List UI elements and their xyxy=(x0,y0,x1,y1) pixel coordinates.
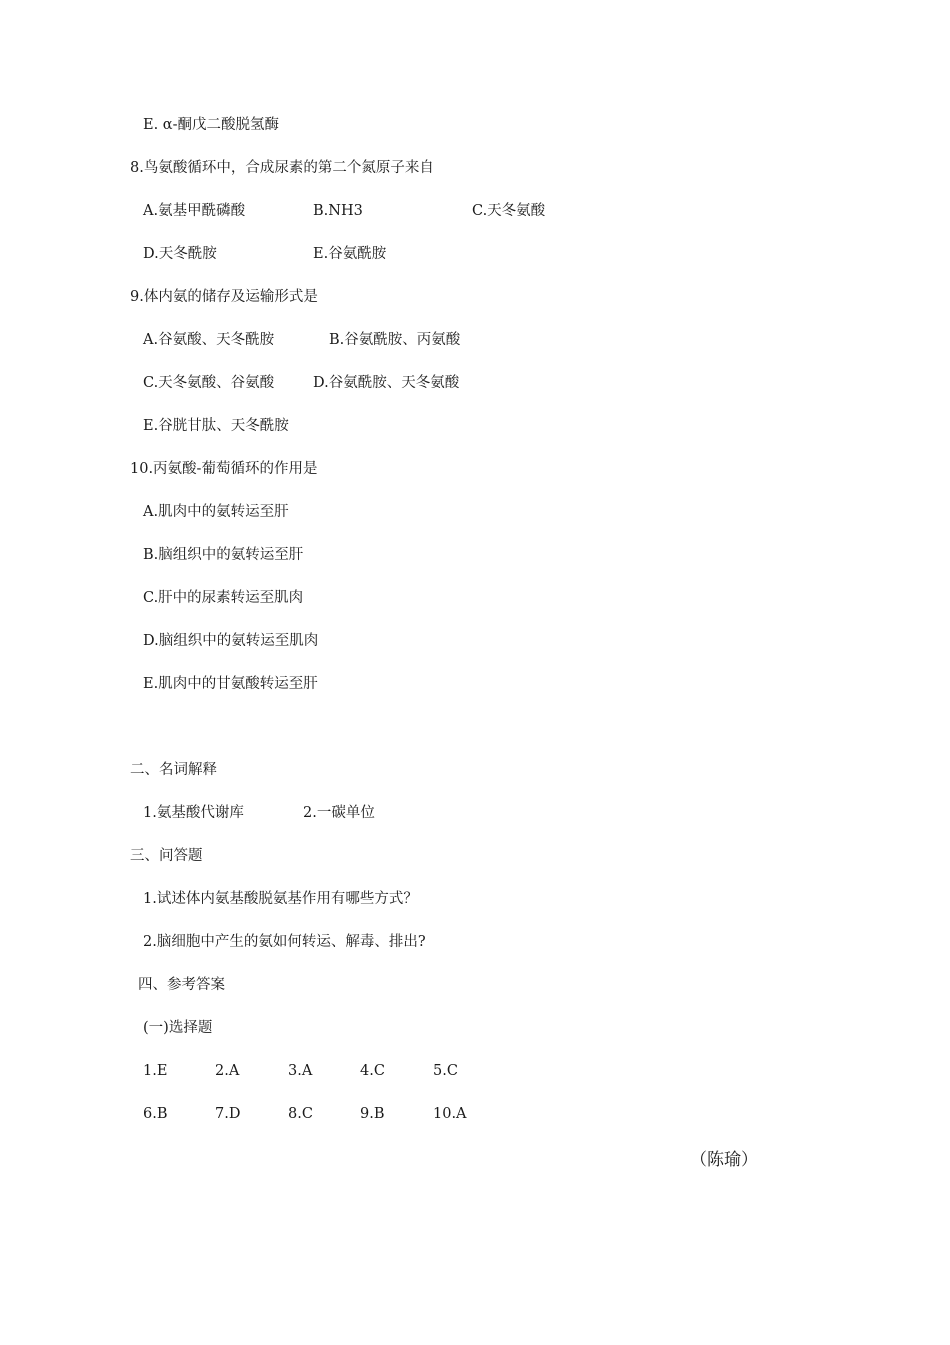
answer-1: 1.E xyxy=(143,1063,168,1079)
q8-option-c: C.天冬氨酸 xyxy=(472,203,546,219)
essay-question-1: 1.试述体内氨基酸脱氨基作用有哪些方式？ xyxy=(143,891,418,907)
q9-option-b: B.谷氨酰胺、丙氨酸 xyxy=(329,332,461,348)
q8-option-a: A.氨基甲酰磷酸 xyxy=(143,203,246,219)
author-name: （陈瑜） xyxy=(690,1150,758,1170)
q10-option-b: B.脑组织中的氨转运至肝 xyxy=(143,547,304,563)
q8-option-b: B.NH3 xyxy=(313,203,363,219)
q10-option-a: A.肌肉中的氨转运至肝 xyxy=(143,504,289,520)
q9-question: 9.体内氨的储存及运输形式是 xyxy=(130,289,318,305)
q9-option-e: E.谷胱甘肽、天冬酰胺 xyxy=(143,418,289,434)
q9-option-a: A.谷氨酸、天冬酰胺 xyxy=(143,332,275,348)
answer-5: 5.C xyxy=(433,1063,458,1079)
answer-3: 3.A xyxy=(288,1063,313,1079)
q10-option-e: E.肌肉中的甘氨酸转运至肝 xyxy=(143,676,318,692)
q9-option-d: D.谷氨酰胺、天冬氨酸 xyxy=(313,375,460,391)
q10-question: 10.丙氨酸-葡萄循环的作用是 xyxy=(130,461,318,477)
q10-option-d: D.脑组织中的氨转运至肌肉 xyxy=(143,633,319,649)
answer-4: 4.C xyxy=(360,1063,385,1079)
q8-question: 8.鸟氨酸循环中，合成尿素的第二个氮原子来自 xyxy=(130,160,434,176)
section3-heading: 三、问答题 xyxy=(130,848,203,864)
essay-question-2: 2.脑细胞中产生的氨如何转运、解毒、排出? xyxy=(143,934,426,950)
q8-option-d: D.天冬酰胺 xyxy=(143,246,217,262)
term-2: 2.一碳单位 xyxy=(303,805,375,821)
section4-subheading: (一)选择题 xyxy=(143,1020,213,1036)
q9-option-c: C.天冬氨酸、谷氨酸 xyxy=(143,375,275,391)
q10-option-c: C.肝中的尿素转运至肌肉 xyxy=(143,590,304,606)
term-1: 1.氨基酸代谢库 xyxy=(143,805,244,821)
q7-option-e: E. α-酮戊二酸脱氢酶 xyxy=(143,117,279,133)
answer-9: 9.B xyxy=(360,1106,385,1122)
q8-option-e: E.谷氨酰胺 xyxy=(313,246,387,262)
section2-heading: 二、名词解释 xyxy=(130,762,217,778)
answer-7: 7.D xyxy=(215,1106,241,1122)
answer-2: 2.A xyxy=(215,1063,240,1079)
answer-6: 6.B xyxy=(143,1106,168,1122)
answer-8: 8.C xyxy=(288,1106,313,1122)
section4-heading: 四、参考答案 xyxy=(138,977,225,993)
answer-10: 10.A xyxy=(433,1106,467,1122)
